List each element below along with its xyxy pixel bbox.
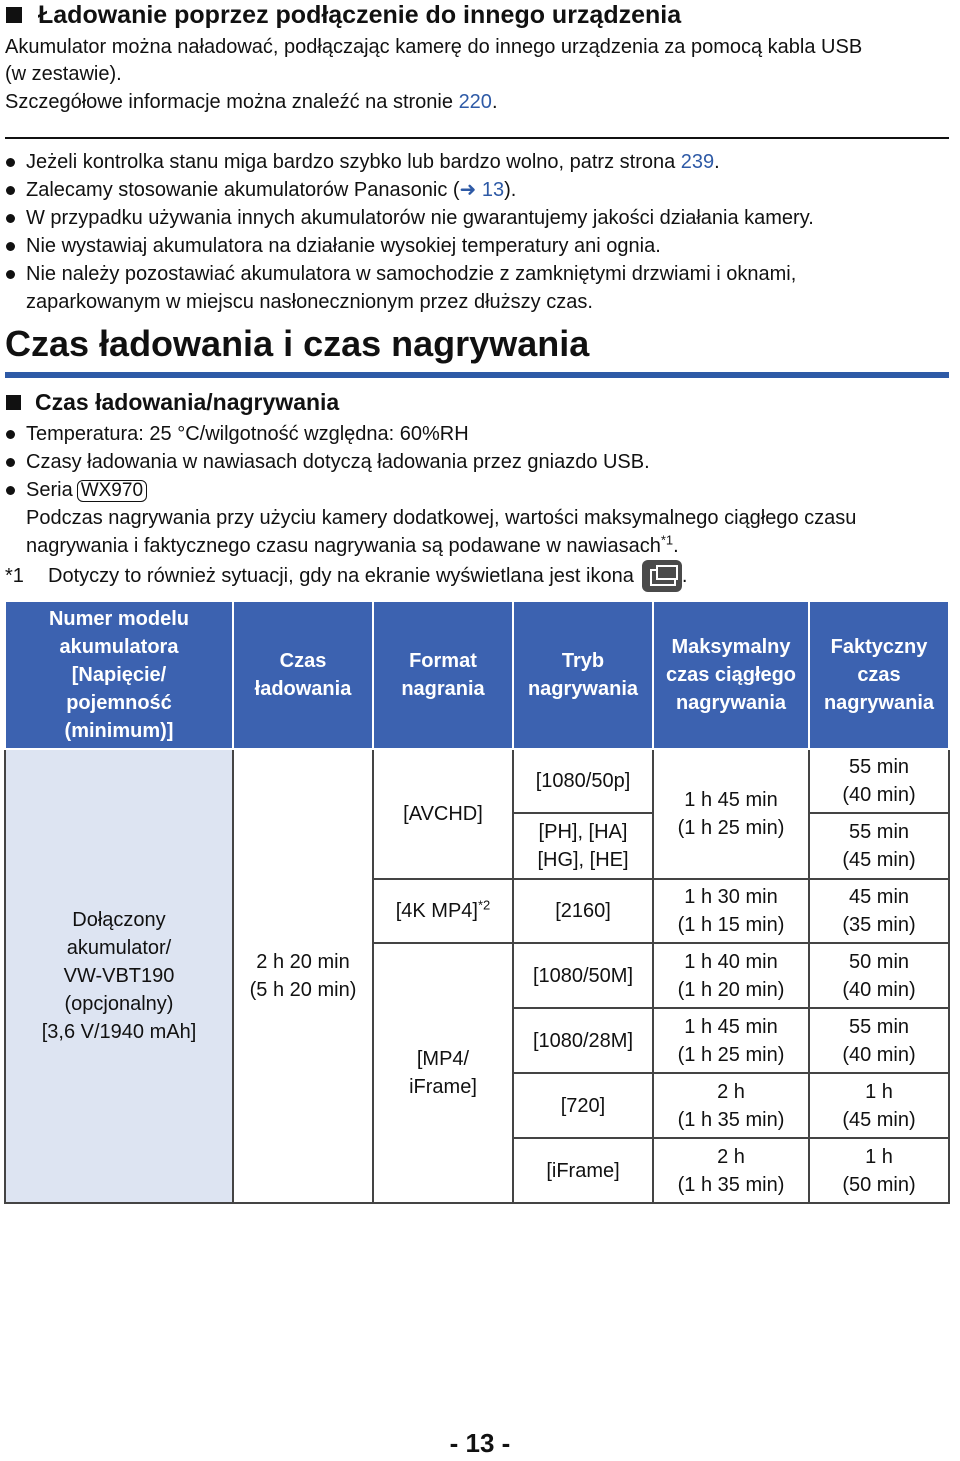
page-link-13[interactable]: 13: [481, 179, 505, 201]
header-actual-time: Faktyczny czas nagrywania: [809, 601, 949, 749]
mode-cell: [1080/28M]: [513, 1008, 653, 1073]
subheading: Czas ładowania/nagrywania: [6, 388, 339, 416]
note-item: W przypadku używania innych akumulatorów nie gwarantujemy jakości działania kamery.: [5, 204, 814, 232]
charging-recording-table: [4, 600, 950, 1204]
actual-time-cell: 55 min (45 min): [809, 813, 949, 879]
format-avchd-cell: [AVCHD]: [373, 749, 513, 879]
header-mode: Tryb nagrywania: [513, 601, 653, 749]
condition-temperature: Temperatura: 25 °C/wilgotność względna: 60%RH: [5, 420, 856, 448]
max-time-cell: 2 h (1 h 35 min): [653, 1073, 809, 1138]
table-header-row: [5, 601, 949, 749]
page-link-220[interactable]: 220: [458, 91, 492, 113]
page-number: - 13 -: [449, 1428, 511, 1458]
conditions-list: [5, 420, 856, 560]
series-text-1: Podczas nagrywania przy użyciu kamery dodatkowej, wartości maksymalnego ciągłego czasu: [26, 507, 857, 529]
charge-time-cell: 2 h 20 min (5 h 20 min): [233, 749, 373, 1203]
actual-time-cell: 55 min (40 min): [809, 1008, 949, 1073]
note-item: Jeżeli kontrolka stanu miga bardzo szybko lub bardzo wolno, patrz strona 239.: [5, 148, 814, 176]
top-heading: Ładowanie poprzez podłączenie do innego urządzenia: [6, 0, 681, 30]
max-time-cell: 1 h 30 min (1 h 15 min): [653, 879, 809, 943]
header-model: Numer modelu akumulatora [Napięcie/ pojemność (minimum)]: [5, 601, 233, 749]
square-bullet-icon: [6, 395, 21, 410]
max-time-cell: 2 h (1 h 35 min): [653, 1138, 809, 1203]
intro-line-3: Szczegółowe informacje można znaleźć na stronie 220.: [5, 91, 498, 113]
note-item: Nie należy pozostawiać akumulatora w samochodzie z zamkniętymi drzwiami i oknami,: [5, 260, 814, 288]
format-4k-cell: [4K MP4]$^{*2}$: [373, 879, 513, 943]
mode-cell: [PH], [HA] [HG], [HE]: [513, 813, 653, 879]
footnote: *1 Dotyczy to również sytuacji, gdy na ekranie wyświetlana jest ikona .: [5, 560, 687, 592]
arrow-right-icon: ➜: [459, 179, 477, 201]
max-time-cell: 1 h 45 min (1 h 25 min): [653, 1008, 809, 1073]
model-cell: Dołączony akumulator/ VW-VBT190 (opcjonalny) [3,6 V/1940 mAh]: [5, 749, 233, 1203]
divider: [5, 137, 949, 139]
condition-usb: Czasy ładowania w nawiasach dotyczą ładowania przez gniazdo USB.: [5, 448, 856, 476]
page-link-239[interactable]: 239: [680, 151, 715, 173]
actual-time-cell: 55 min (40 min): [809, 749, 949, 813]
mode-cell: [iFrame]: [513, 1138, 653, 1203]
sub-camera-icon: [642, 560, 682, 592]
actual-time-cell: 45 min (35 min): [809, 879, 949, 943]
intro-line-2: (w zestawie).: [5, 63, 122, 85]
section-underline: [5, 372, 949, 378]
mode-cell: [1080/50p]: [513, 749, 653, 813]
note-item: Nie wystawiaj akumulatora na działanie wysokiej temperatury ani ognia.: [5, 232, 814, 260]
note-item: Zalecamy stosowanie akumulatorów Panasonic (➜ 13).: [5, 176, 814, 204]
actual-time-cell: 50 min (40 min): [809, 943, 949, 1008]
mode-cell: [720]: [513, 1073, 653, 1138]
actual-time-cell: 1 h (50 min): [809, 1138, 949, 1203]
header-max-time: Maksymalny czas ciągłego nagrywania: [653, 601, 809, 749]
square-bullet-icon: [6, 7, 22, 23]
actual-time-cell: 1 h (45 min): [809, 1073, 949, 1138]
max-time-cell: 1 h 45 min (1 h 25 min): [653, 749, 809, 879]
max-time-cell: 1 h 40 min (1 h 20 min): [653, 943, 809, 1008]
condition-series: Seria WX970: [5, 476, 856, 504]
header-charge-time: Czas ładowania: [233, 601, 373, 749]
series-text-2: nagrywania i faktycznego czasu nagrywania są podawane w nawiasach$^{*1}$.: [26, 532, 679, 557]
notes-list: [5, 148, 814, 316]
mode-cell: [1080/50M]: [513, 943, 653, 1008]
header-format: Format nagrania: [373, 601, 513, 749]
model-badge: WX970: [77, 480, 147, 502]
intro-line-1: Akumulator można naładować, podłączając kamerę do innego urządzenia za pomocą kabla USB: [5, 36, 863, 58]
note-item-continued: zaparkowanym w miejscu nasłonecznionym przez dłuższy czas.: [26, 291, 593, 313]
mode-cell: [2160]: [513, 879, 653, 943]
table-row: [5, 749, 949, 813]
format-mp4-cell: [MP4/ iFrame]: [373, 943, 513, 1203]
section-title: Czas ładowania i czas nagrywania: [5, 323, 590, 364]
